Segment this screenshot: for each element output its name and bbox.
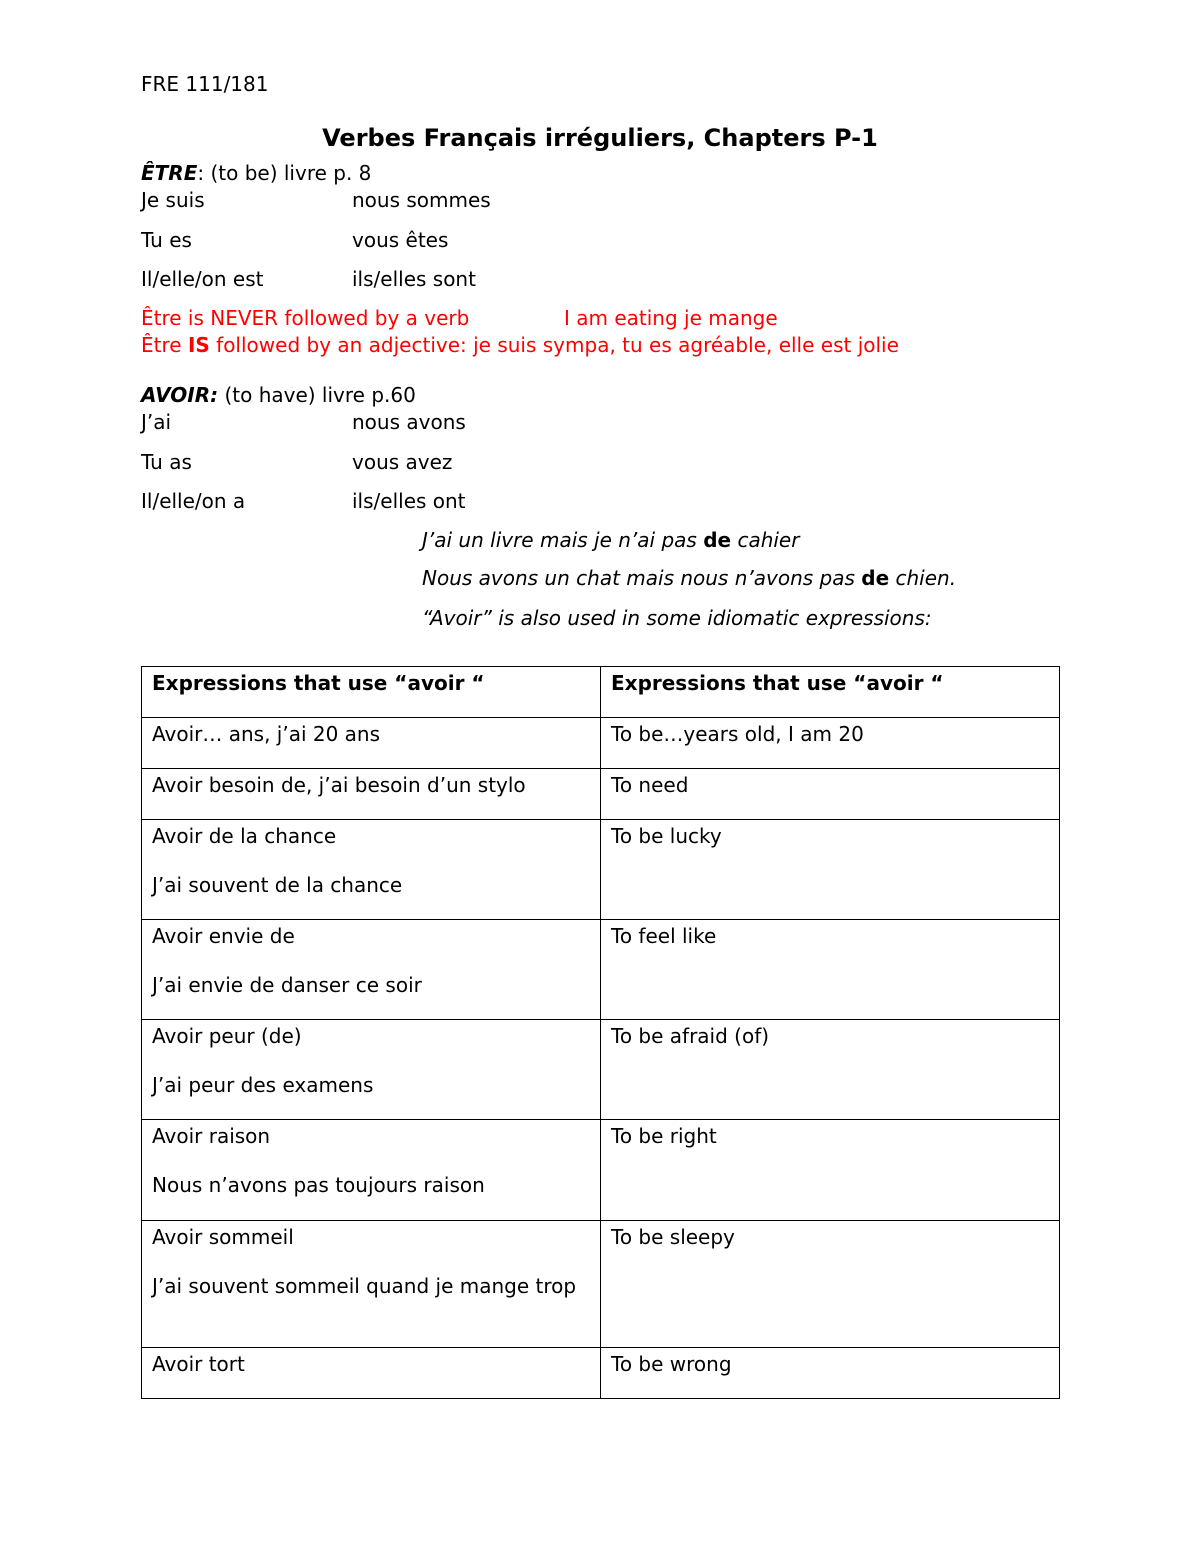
avoir-example-2 (422, 566, 956, 590)
english-cell: To be…years old, I am 20 (601, 718, 1060, 769)
etre-conj-1-right: vous êtes (352, 228, 449, 252)
avoir-conj-1-right: vous avez (352, 450, 453, 474)
french-cell (142, 1221, 601, 1348)
note-never-a: Être is (141, 306, 211, 330)
ex1-c: cahier (731, 528, 800, 552)
note-never-c: followed by a verb (278, 306, 470, 330)
ex2-emphasis: de (861, 566, 890, 590)
avoir-example-1 (422, 528, 799, 552)
table-row (142, 1348, 1060, 1399)
table-header-english: Expressions that use “avoir “ (601, 667, 1060, 718)
ex1-emphasis: de (703, 528, 732, 552)
avoir-conj-0-right: nous avons (352, 410, 466, 434)
french-cell (142, 920, 601, 1020)
avoir-conj-2-left: Il/elle/on a (141, 489, 246, 513)
expression-fr: Avoir besoin de, j’ai besoin d’un stylo (152, 773, 526, 797)
expression-fr: Avoir sommeil (152, 1225, 294, 1249)
etre-conj-1-left: Tu es (141, 228, 192, 252)
expression-fr: Avoir de la chance (152, 824, 337, 848)
avoir-conj-2-right: ils/elles ont (352, 489, 466, 513)
etre-heading-verb: ÊTRE (141, 161, 198, 185)
etre-conj-0-right: nous sommes (352, 188, 491, 212)
note-is-c: followed by an adjective: je suis sympa, tu es agréable, elle est jolie (209, 333, 899, 357)
expression-example: J’ai souvent de la chance (152, 873, 403, 897)
english-cell: To need (601, 769, 1060, 820)
etre-note-is (141, 333, 899, 357)
ex2-c: chien. (889, 566, 957, 590)
etre-heading-rest: : (to be) livre p. 8 (197, 161, 372, 185)
expression-fr: Avoir raison (152, 1124, 271, 1148)
avoir-heading-verb: AVOIR: (141, 383, 219, 407)
etre-conj-2-left: Il/elle/on est (141, 267, 264, 291)
note-is-a: Être (141, 333, 188, 357)
french-cell (142, 1120, 601, 1221)
french-cell (142, 1348, 601, 1399)
expression-example: J’ai envie de danser ce soir (152, 973, 422, 997)
french-cell (142, 820, 601, 920)
avoir-conj-1-left: Tu as (141, 450, 192, 474)
expression-fr: Avoir peur (de) (152, 1024, 302, 1048)
expression-example: J’ai souvent sommeil quand je mange trop (152, 1274, 577, 1298)
avoir-heading-rest: (to have) livre p.60 (218, 383, 416, 407)
page-title: Verbes Français irréguliers, Chapters P-1 (322, 124, 878, 152)
expression-example: J’ai peur des examens (152, 1073, 374, 1097)
english-cell: To be wrong (601, 1348, 1060, 1399)
french-cell (142, 718, 601, 769)
french-cell (142, 769, 601, 820)
etre-conj-2-right: ils/elles sont (352, 267, 476, 291)
english-cell: To be right (601, 1120, 1060, 1221)
table-header-row (142, 667, 1060, 718)
table-header-french: Expressions that use “avoir “ (142, 667, 601, 718)
note-is-emphasis: IS (187, 333, 210, 357)
expression-fr: Avoir envie de (152, 924, 295, 948)
table-row (142, 1221, 1060, 1348)
table-row (142, 1120, 1060, 1221)
table-row (142, 718, 1060, 769)
expression-fr: Avoir… ans, j’ai 20 ans (152, 722, 381, 746)
english-cell: To be lucky (601, 820, 1060, 920)
course-code: FRE 111/181 (141, 72, 269, 96)
table-row (142, 920, 1060, 1020)
etre-note-never (141, 306, 469, 330)
avoir-example-3: “Avoir” is also used in some idiomatic expressions: (422, 606, 932, 630)
english-cell: To be afraid (of) (601, 1020, 1060, 1120)
note-never-emphasis: NEVER (210, 306, 279, 330)
expression-fr: Avoir tort (152, 1352, 245, 1376)
expression-example: Nous n’avons pas toujours raison (152, 1173, 485, 1197)
table-row (142, 769, 1060, 820)
ex1-a: J’ai un livre mais je n’ai pas (422, 528, 704, 552)
table-row (142, 1020, 1060, 1120)
expressions-table (141, 666, 1060, 1399)
french-cell (142, 1020, 601, 1120)
etre-conj-0-left: Je suis (141, 188, 205, 212)
english-cell: To feel like (601, 920, 1060, 1020)
ex2-a: Nous avons un chat mais nous n’avons pas (422, 566, 862, 590)
english-cell: To be sleepy (601, 1221, 1060, 1348)
etre-note-example: I am eating je mange (564, 306, 778, 330)
avoir-conj-0-left: J’ai (141, 410, 172, 434)
avoir-heading (141, 383, 416, 407)
table-row (142, 820, 1060, 920)
etre-heading (141, 161, 371, 185)
